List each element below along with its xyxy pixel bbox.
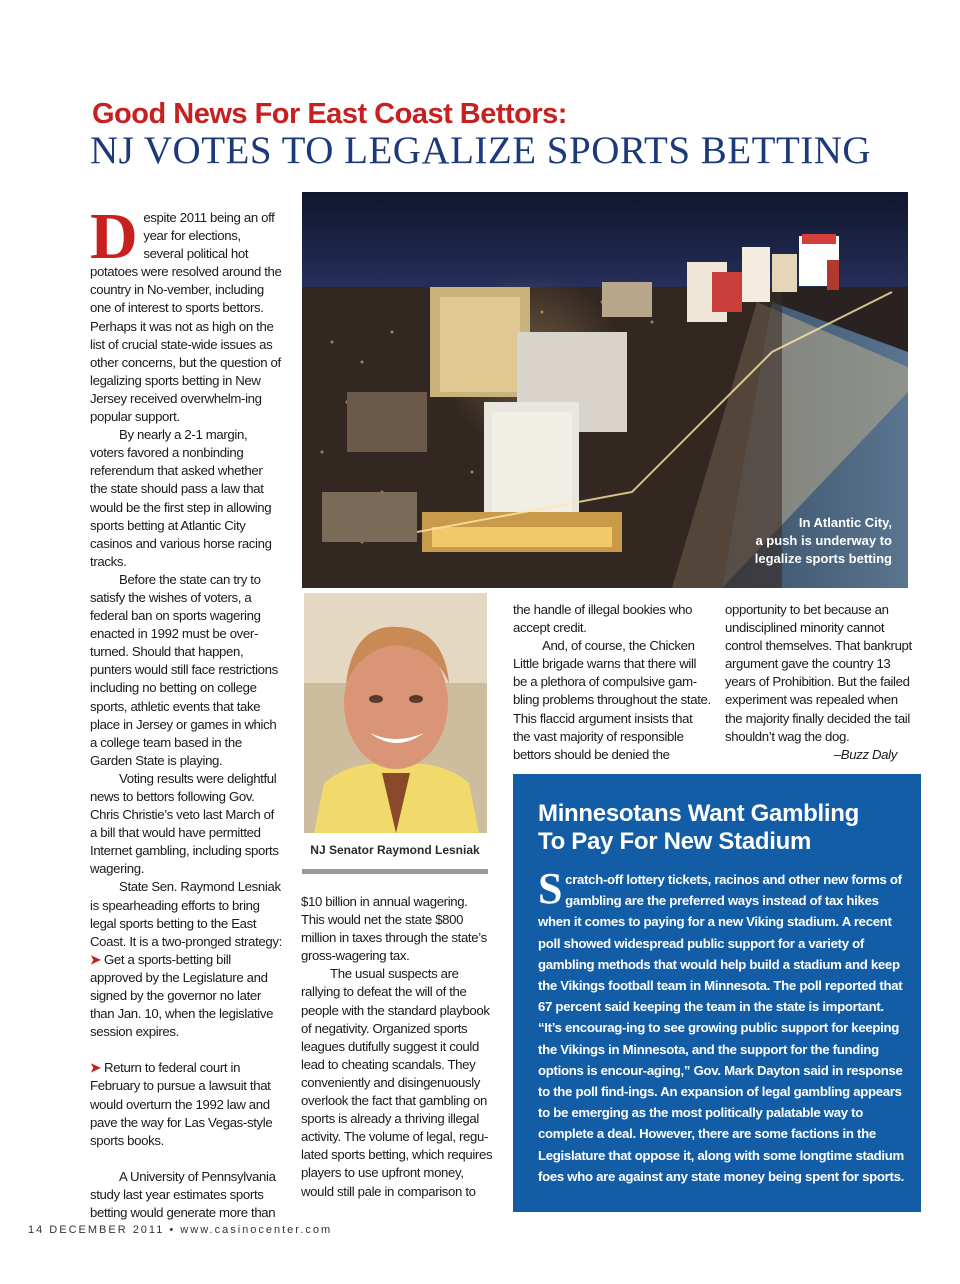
article-paragraph: the handle of illegal bookies who accept credit.	[513, 602, 693, 636]
sidebar-drop-cap: S	[538, 864, 563, 913]
arrow-bullet-icon: ➤	[90, 951, 101, 967]
page-footer: 14 DECEMBER 2011 • www.casinocenter.com	[28, 1224, 333, 1236]
atlantic-city-illustration	[302, 192, 908, 588]
article-paragraph: The usual suspects are rallying to defeat the will of the people with the standard playbook of negativity. Organized sports leagues dutifully suggest it could lead to cheating scandals. They conveniently and disingenuously overlook the fact that gambling on sports is already a thriving illegal activity. The volume of legal, regu-lated sports betting, which requires players to use upfront money, would still pale in comparison to	[301, 966, 493, 1199]
senator-portrait	[304, 593, 487, 833]
article-paragraph: A University of Pennsylvania study last year estimates sports betting would generate more than	[90, 1168, 276, 1220]
city-caption-line-2: a push is underway to	[755, 533, 892, 548]
article-column-3	[513, 601, 711, 764]
article-paragraph: Voting results were delightful news to bettors following Gov. Chris Christie’s veto last March of a bill that would have permitted Internet gambling, including sports wagering.	[90, 770, 279, 877]
author-signature: –Buzz Daly	[833, 746, 897, 762]
caption-divider	[302, 869, 488, 874]
article-column-4	[725, 601, 917, 764]
atlantic-city-photo	[302, 192, 908, 588]
article-column-1	[90, 200, 282, 1222]
article-column-2	[301, 893, 494, 1201]
article-paragraph: Before the state can try to satisfy the wishes of voters, a federal ban on sports wagering enacted in 1992 must be over-turned. Should that happen, punters would still face restrictions including no betting on college sports, athletic events that take place in Jersey or games in which a college team based in the Garden State is playing.	[90, 571, 278, 768]
senator-caption: NJ Senator Raymond Lesniak	[310, 843, 480, 857]
city-caption-line-1: In Atlantic City,	[798, 515, 892, 530]
bullet-item: ➤ Return to federal court in February to pursue a lawsuit that would overturn the 1992 law and pave the way for Las Vegas-style sports books.	[90, 1060, 273, 1148]
sidebar-body: Scratch-off lottery tickets, racinos and other new forms of gambling are the preferred ways instead of tax hikes when it comes to paying for a new Viking stadium. A recent poll showed widespread public support for a variety of gambling methods that would help build a stadium and keep the Vikings football team in Minnesota. The poll reported that 67 percent said keeping the team in the state is important. “It’s encourag-ing to see growing public support for keeping the Vikings in Minnesota, and the support for the funding options is encour-aging,” Gov. Mark Dayton said in response to the poll find-ings. An expansion of legal gambling appears to be emerging as the most politically palatable way to complete a deal. However, there are some factions in the Legislature that oppose it, along with some longtime stadium foes who are against any state money being spent for sports.	[538, 864, 904, 1184]
article-paragraph: opportunity to bet because an undisciplined minority cannot control themselves. That bankrupt argument gave the country 13 years of Prohibition. But the failed experiment was repealed when the majority finally decided the tail shouldn’t wag the dog.	[725, 602, 912, 744]
article-paragraph: By nearly a 2-1 margin, voters favored a nonbinding referendum that asked whether the state should pass a law that would be the first step in allowing sports betting at Atlantic City casinos and various horse racing tracks.	[90, 427, 272, 569]
article-paragraph: Despite 2011 being an off year for elections, several political hot potatoes were resolved around the country in No-vember, including one of interest to sports bettors. Perhaps it was not as high on the list of crucial state-wide issues as other concerns, but the question of legalizing sports betting in New Jersey received overwhelm-ing popular support.	[90, 200, 282, 425]
bullet-item: ➤ Get a sports-betting bill approved by the Legislature and signed by the governor no later than Jan. 10, when the legislative session expires.	[90, 951, 274, 1040]
article-paragraph: State Sen. Raymond Lesniak is spearheading efforts to bring legal sports betting to the East Coast. It is a two-pronged strategy:	[90, 879, 282, 949]
senator-photo	[304, 593, 487, 833]
city-caption-line-3: legalize sports betting	[754, 551, 892, 566]
sidebar-title: Minnesotans Want Gambling To Pay For New Stadium	[538, 800, 859, 855]
article-kicker: Good News For East Coast Bettors:	[92, 98, 567, 130]
drop-cap: D	[90, 200, 138, 273]
sidebar-box	[513, 774, 921, 1212]
article-paragraph: And, of course, the Chicken Little brigade warns that there will be a plethora of compulsive gam-bling problems throughout the state. This flaccid argument insists that the vast majority of responsible bettors should be denied the	[513, 638, 711, 762]
arrow-bullet-icon: ➤	[90, 1060, 101, 1076]
article-paragraph: $10 billion in annual wagering. This would net the state $800 million in taxes through the state’s gross-wagering tax.	[301, 894, 487, 964]
article-headline: NJ VOTES TO LEGALIZE SPORTS BETTING	[90, 129, 872, 172]
